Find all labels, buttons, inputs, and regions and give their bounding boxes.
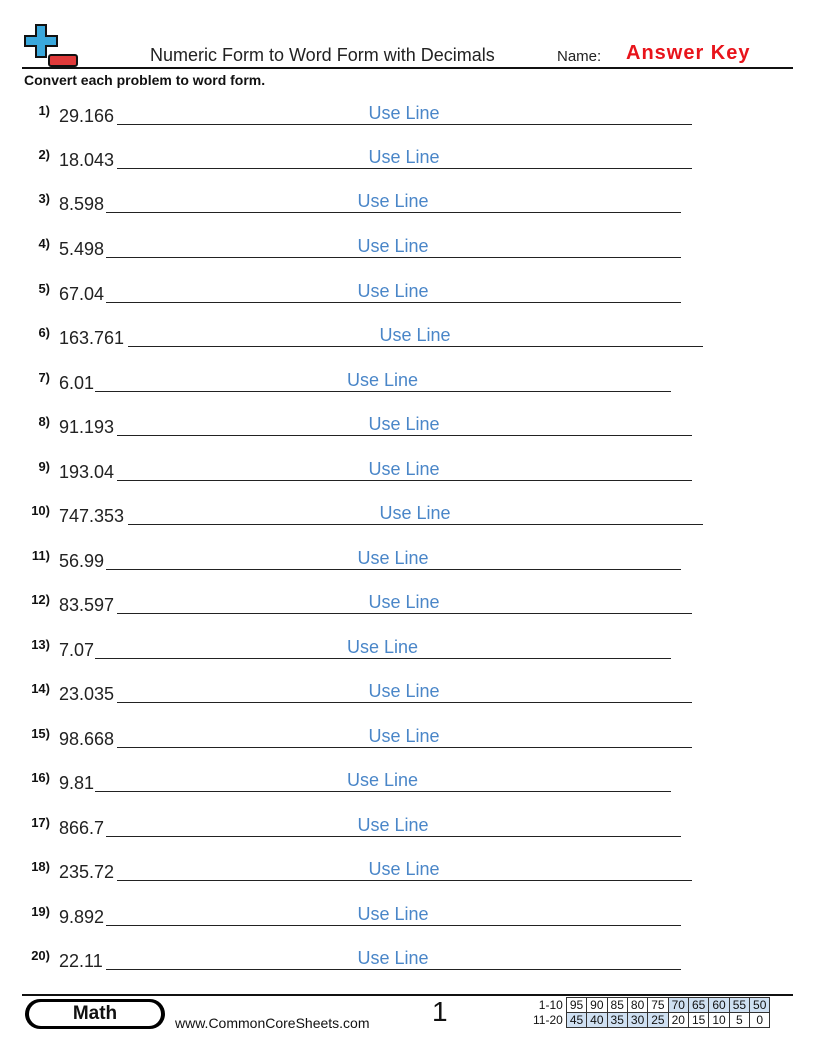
answer-text: Use Line	[368, 592, 440, 612]
answer-text: Use Line	[357, 548, 429, 568]
problem-row	[0, 815, 816, 845]
problem-number: 16)	[31, 770, 50, 785]
score-cell: 5	[729, 1013, 749, 1028]
answer-line[interactable]	[106, 302, 681, 303]
score-row	[530, 1013, 770, 1028]
answer-text: Use Line	[379, 325, 451, 345]
score-cell: 65	[688, 998, 708, 1013]
score-cell: 15	[688, 1013, 708, 1028]
score-cell: 80	[627, 998, 647, 1013]
answer-line[interactable]	[117, 124, 692, 125]
answer-text: Use Line	[357, 191, 429, 211]
problem-value: 29.166	[59, 106, 115, 126]
answer-text: Use Line	[379, 503, 451, 523]
answer-text: Use Line	[368, 726, 440, 746]
problem-row	[0, 637, 816, 667]
answer-text: Use Line	[347, 770, 419, 790]
problem-row	[0, 770, 816, 800]
answer-text: Use Line	[368, 859, 440, 879]
score-cell: 45	[566, 1013, 586, 1028]
answer-line[interactable]	[95, 658, 671, 659]
answer-line[interactable]	[128, 524, 703, 525]
answer-text: Use Line	[368, 147, 440, 167]
score-cell: 25	[648, 1013, 668, 1028]
score-cell: 35	[607, 1013, 627, 1028]
problem-number: 13)	[31, 637, 50, 652]
problem-number: 1)	[38, 103, 50, 118]
problem-row	[0, 103, 816, 133]
answer-text: Use Line	[368, 681, 440, 701]
score-cell: 10	[709, 1013, 729, 1028]
score-cell: 90	[587, 998, 607, 1013]
problem-value: 56.99	[59, 551, 105, 571]
answer-line[interactable]	[117, 168, 692, 169]
score-cell: 0	[750, 1013, 770, 1028]
problem-row	[0, 459, 816, 489]
problem-row	[0, 726, 816, 756]
header-divider	[22, 67, 793, 69]
problem-number: 4)	[38, 236, 50, 251]
answer-line[interactable]	[128, 346, 703, 347]
score-table	[530, 997, 770, 1028]
problem-number: 6)	[38, 325, 50, 340]
problem-number: 18)	[31, 859, 50, 874]
problem-value: 7.07	[59, 640, 95, 660]
site-url: www.CommonCoreSheets.com	[175, 1015, 370, 1031]
subject-label: Math	[29, 1002, 161, 1026]
answer-line[interactable]	[117, 747, 692, 748]
worksheet-title: Numeric Form to Word Form with Decimals	[150, 45, 495, 65]
problem-row	[0, 592, 816, 622]
problem-row	[0, 147, 816, 177]
subject-badge	[25, 999, 165, 1029]
problem-number: 15)	[31, 726, 50, 741]
answer-text: Use Line	[357, 815, 429, 835]
score-cell: 55	[729, 998, 749, 1013]
problem-row	[0, 236, 816, 266]
problem-number: 5)	[38, 281, 50, 296]
problem-row	[0, 548, 816, 578]
problem-value: 91.193	[59, 417, 115, 437]
problem-number: 14)	[31, 681, 50, 696]
answer-text: Use Line	[357, 904, 429, 924]
score-range-label: 11-20	[533, 1013, 563, 1027]
problem-row	[0, 414, 816, 444]
answer-line[interactable]	[106, 836, 681, 837]
answer-text: Use Line	[347, 637, 419, 657]
problem-number: 12)	[31, 592, 50, 607]
problem-value: 235.72	[59, 862, 115, 882]
score-cell: 40	[587, 1013, 607, 1028]
instructions: Convert each problem to word form.	[24, 72, 266, 88]
problem-value: 98.668	[59, 729, 115, 749]
problem-value: 67.04	[59, 284, 105, 304]
problem-row	[0, 948, 816, 978]
answer-line[interactable]	[117, 435, 692, 436]
score-cell: 20	[668, 1013, 688, 1028]
score-cell: 85	[607, 998, 627, 1013]
answer-line[interactable]	[106, 257, 681, 258]
answer-line[interactable]	[106, 925, 681, 926]
score-cell: 95	[566, 998, 586, 1013]
problem-row	[0, 681, 816, 711]
problem-number: 17)	[31, 815, 50, 830]
problem-value: 5.498	[59, 239, 105, 259]
answer-text: Use Line	[357, 236, 429, 256]
problem-row	[0, 370, 816, 400]
problem-value: 163.761	[59, 328, 125, 348]
score-cell: 30	[627, 1013, 647, 1028]
problem-number: 7)	[38, 370, 50, 385]
problem-value: 747.353	[59, 506, 125, 526]
problem-row	[0, 503, 816, 533]
problem-value: 18.043	[59, 150, 115, 170]
problem-value: 9.81	[59, 773, 95, 793]
problem-number: 9)	[38, 459, 50, 474]
footer-divider	[22, 994, 793, 996]
problem-value: 6.01	[59, 373, 95, 393]
answer-text: Use Line	[368, 103, 440, 123]
answer-line[interactable]	[95, 391, 671, 392]
problem-value: 9.892	[59, 907, 105, 927]
problem-row	[0, 904, 816, 934]
problem-number: 11)	[31, 548, 50, 563]
problem-number: 3)	[38, 191, 50, 206]
answer-text: Use Line	[357, 948, 429, 968]
page-number: 1	[432, 996, 448, 1027]
problem-value: 8.598	[59, 194, 105, 214]
score-cell: 70	[668, 998, 688, 1013]
problem-row	[0, 281, 816, 311]
score-range-label: 1-10	[538, 998, 563, 1012]
score-cell: 50	[750, 998, 770, 1013]
problem-number: 20)	[31, 948, 50, 963]
answer-line[interactable]	[117, 480, 692, 481]
answer-line[interactable]	[95, 791, 671, 792]
problem-row	[0, 325, 816, 355]
answer-line[interactable]	[106, 569, 681, 570]
answer-line[interactable]	[117, 880, 692, 881]
problem-number: 8)	[38, 414, 50, 429]
problem-value: 22.11	[59, 951, 103, 971]
answer-line[interactable]	[106, 212, 681, 213]
problem-number: 10)	[31, 503, 50, 518]
problem-value: 866.7	[59, 818, 105, 838]
problem-number: 2)	[38, 147, 50, 162]
answer-line[interactable]	[117, 613, 692, 614]
plus-minus-logo-icon	[24, 24, 78, 68]
answer-text: Use Line	[347, 370, 419, 390]
name-label: Name:	[557, 48, 602, 65]
answer-text: Use Line	[368, 459, 440, 479]
problem-number: 19)	[31, 904, 50, 919]
answer-text: Use Line	[357, 281, 429, 301]
problem-row	[0, 191, 816, 221]
answer-line[interactable]	[106, 969, 681, 970]
problem-value: 193.04	[59, 462, 115, 482]
score-cell: 60	[709, 998, 729, 1013]
answer-key-label: Answer Key	[626, 42, 751, 64]
problem-value: 83.597	[59, 595, 115, 615]
score-cell: 75	[648, 998, 668, 1013]
problem-value: 23.035	[59, 684, 115, 704]
score-row	[530, 998, 770, 1013]
answer-line[interactable]	[117, 702, 692, 703]
answer-text: Use Line	[368, 414, 440, 434]
problem-row	[0, 859, 816, 889]
